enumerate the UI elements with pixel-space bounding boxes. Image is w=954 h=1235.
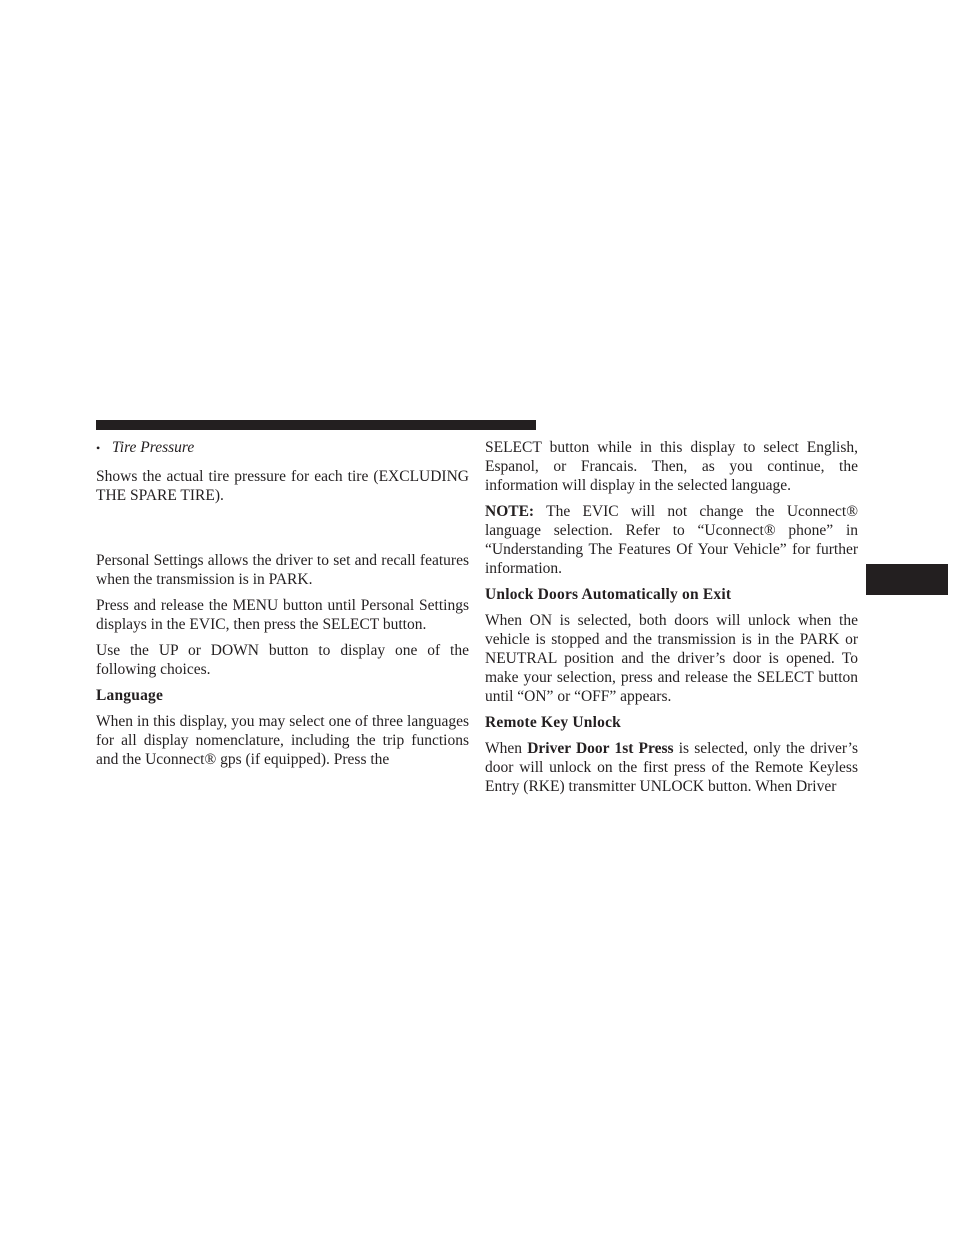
right-column — [485, 438, 858, 796]
heading-language: Language — [96, 687, 164, 704]
section-spacer — [96, 505, 469, 551]
paragraph-language: When in this display, you may select one of three languages for all display nomenclature, including the trip functions and the Uconnect® gps (if equipped). Press the — [96, 713, 469, 768]
paragraph-unlock-doors: When ON is selected, both doors will unlock when the vehicle is stopped and the transmission is in the PARK or NEUTRAL position and the driver’s door is opened. To make your selection, press and release the SELECT button until “ON” or “OFF” appears. — [485, 612, 858, 705]
chapter-tab-marker — [866, 564, 948, 595]
note-label: NOTE: — [485, 503, 535, 520]
note-text: The EVIC will not change the Uconnect® language selection. Refer to “Uconnect® phone” in “Understanding The Features Of Your Vehicle” for further information. — [485, 503, 858, 577]
section-rule-bar — [96, 420, 536, 430]
remote-text-pre: When — [485, 740, 528, 757]
heading-remote-key-unlock: Remote Key Unlock — [485, 714, 621, 731]
remote-text-bold: Driver Door 1st Press — [527, 740, 674, 757]
paragraph-tire-pressure: Shows the actual tire pressure for each tire (EXCLUDING THE SPARE TIRE). — [96, 468, 469, 504]
left-column — [96, 438, 469, 769]
paragraph-select-language: SELECT button while in this display to select English, Espanol, or Francais. Then, as you continue, the information will display in the selected language. — [485, 439, 858, 494]
paragraph-personal-settings: Personal Settings allows the driver to set and recall features when the transmission is in PARK. — [96, 552, 469, 588]
paragraph-up-down: Use the UP or DOWN button to display one of the following choices. — [96, 642, 469, 678]
remote-text-post: is selected, only the driver’s door will unlock on the first press of the Remote Keyless Entry (RKE) transmitter UNLOCK button. When Driver — [485, 740, 858, 795]
paragraph-menu-press: Press and release the MENU button until Personal Settings displays in the EVIC, then press the SELECT button. — [96, 597, 469, 633]
note-paragraph — [485, 502, 858, 578]
heading-unlock-doors: Unlock Doors Automatically on Exit — [485, 586, 732, 603]
bullet-item-tire-pressure — [96, 438, 469, 458]
bullet-icon: • — [96, 441, 101, 455]
bullet-label: Tire Pressure — [112, 439, 195, 456]
paragraph-remote-key-unlock — [485, 739, 858, 796]
